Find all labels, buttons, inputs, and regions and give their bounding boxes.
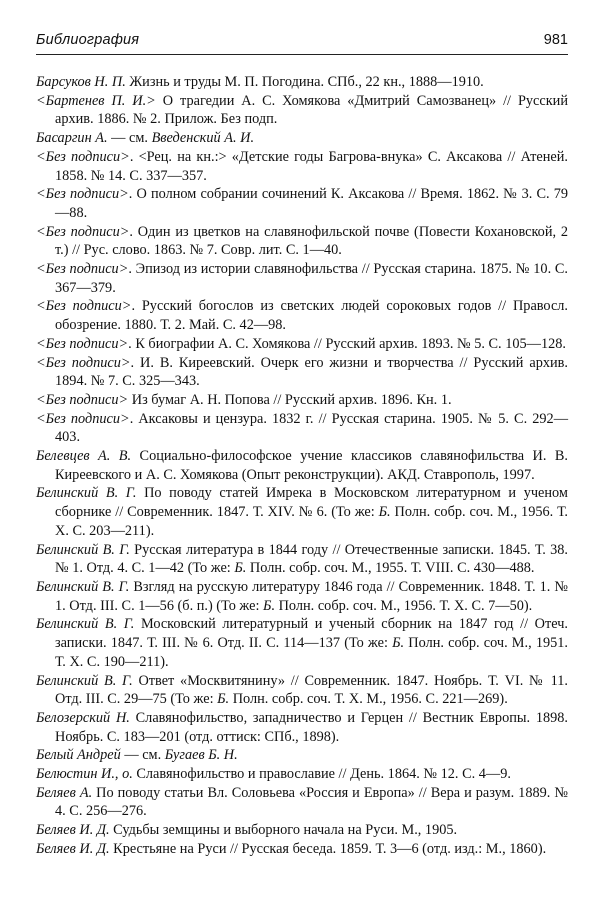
running-header xyxy=(36,30,568,54)
entry-author: <Без подписи> xyxy=(36,298,132,315)
bibliography-entry xyxy=(36,447,568,484)
entry-text: Взгляд на русскую литературу 1846 года // Современник. 1848. Т. 1. № 1. Отд. III. С. 1—56 (б. п.) (То же: xyxy=(55,578,568,614)
bibliography-entry xyxy=(36,578,568,615)
bibliography-entry xyxy=(36,297,568,334)
entry-author: Белый Андрей xyxy=(36,747,121,764)
entry-cross-reference: Б. xyxy=(263,597,276,614)
bibliography-entry xyxy=(36,746,568,765)
entry-author: Барсуков Н. П. xyxy=(36,74,126,90)
entry-cross-reference: Введенский А. И. xyxy=(151,130,255,147)
entry-author: <Без подписи> xyxy=(36,148,130,165)
entry-text-tail: Полн. собр. соч. М., 1956. Т. X. С. 7—50). xyxy=(275,597,533,614)
entry-text: — см. xyxy=(107,130,152,147)
entry-author: Беляев И. Д. xyxy=(36,822,110,839)
entry-author: Белюстин И., о. xyxy=(36,766,133,783)
entry-author: Белинский В. Г. xyxy=(36,672,133,689)
entry-cross-reference: Б. xyxy=(392,635,405,652)
entry-text: . К биографии А. С. Хомякова // Русский архив. 1893. № 5. С. 105—128. xyxy=(128,335,566,352)
bibliography-entry xyxy=(36,223,568,260)
entry-text: — см. xyxy=(120,747,165,764)
entry-text: О трагедии А. С. Хомякова «Дмитрий Самозванец» // Русский архив. 1886. № 2. Прилож. Без подп. xyxy=(55,92,568,128)
entry-text: Славянофильство и православие // День. 1864. № 12. С. 4—9. xyxy=(132,766,511,783)
bibliography-entry xyxy=(36,410,568,447)
entry-text-tail: Полн. собр. соч. Т. X. М., 1956. С. 221—269). xyxy=(229,691,508,708)
entry-author: <Без подписи> xyxy=(36,354,131,371)
entry-text-tail: Полн. собр. соч. М., 1956. Т. X. С. 203—211). xyxy=(55,504,569,539)
entry-text: Крестьяне на Руси // Русская беседа. 1859. Т. 3—6 (отд. изд.: М., 1860). xyxy=(109,840,547,857)
entry-author: Беляев И. Д. xyxy=(36,840,110,857)
entry-cross-reference: Бугаев Б. Н. xyxy=(164,747,238,764)
entry-text: По поводу статей Имрека в Московском литературном и ученом сборнике // Современник. 1847. Т. XIV. № 6. (То же: xyxy=(55,485,568,521)
entry-author: Белинский В. Г. xyxy=(36,578,130,595)
entry-author: Басаргин А. xyxy=(36,130,108,147)
entry-text-tail: Полн. собр. соч. М., 1955. Т. VIII. С. 430—488. xyxy=(246,560,535,577)
bibliography-entry xyxy=(36,129,568,148)
entry-text: . Эпизод из истории славянофильства // Русская старина. 1875. № 10. С. 367—379. xyxy=(55,261,569,296)
entry-text: По поводу статьи Вл. Соловьева «Россия и Европа» // Вера и разум. 1889. № 4. С. 256—276. xyxy=(55,784,568,820)
entry-text: . Один из цветков на славянофильской почве (Повести Кохановской, 2 т.) // Рус. слово. 1863. № 7. Совр. лит. С. 1—40. xyxy=(55,223,569,259)
entry-author: Беляев А. xyxy=(36,784,93,801)
entry-text: . О полном собрании сочинений К. Аксакова // Время. 1862. № 3. С. 79—88. xyxy=(55,186,569,221)
entry-author: Белинский В. Г. xyxy=(36,616,135,633)
bibliography-entry xyxy=(36,541,568,578)
bibliography-entry xyxy=(36,615,568,671)
entry-text: Жизнь и труды М. П. Погодина. СПб., 22 кн., 1888—1910. xyxy=(125,74,484,90)
entry-text: . Русский богослов из светских людей сороковых годов // Правосл. обозрение. 1880. Т. 2. Май. С. 42—98. xyxy=(55,298,568,334)
bibliography-entry xyxy=(36,840,568,859)
bibliography-list xyxy=(36,73,568,859)
entry-text: Ответ «Москвитянину» // Современник. 1847. Ноябрь. Т. VI. № 11. Отд. III. С. 29—75 (То же: xyxy=(55,672,568,708)
entry-author: Белинский В. Г. xyxy=(36,541,130,558)
bibliography-entry xyxy=(36,335,568,354)
entry-author: Белинский В. Г. xyxy=(36,485,137,502)
bibliography-entry xyxy=(36,709,568,746)
bibliography-entry xyxy=(36,185,568,222)
entry-author: <Без подписи> xyxy=(36,410,130,427)
bibliography-entry xyxy=(36,73,568,92)
entry-text: . Аксаковы и цензура. 1832 г. // Русская старина. 1905. № 5. С. 292—403. xyxy=(55,410,568,446)
entry-text: . И. В. Киреевский. Очерк его жизни и творчества // Русский архив. 1894. № 7. С. 325—343. xyxy=(55,354,568,390)
section-title: Библиография xyxy=(36,32,140,48)
bibliography-entry xyxy=(36,765,568,784)
bibliography-entry xyxy=(36,148,568,185)
bibliography-entry xyxy=(36,672,568,709)
bibliography-entry xyxy=(36,391,568,410)
header-divider xyxy=(36,54,568,55)
entry-text: Из бумаг А. Н. Попова // Русский архив. 1896. Кн. 1. xyxy=(128,391,452,408)
bibliography-entry xyxy=(36,484,568,540)
entry-text: Московский литературный и ученый сборник на 1847 год // Отеч. записки. 1847. Т. III. № 6. Отд. II. С. 114—137 (То же: xyxy=(55,616,568,652)
bibliography-entry xyxy=(36,260,568,297)
entry-cross-reference: Б. xyxy=(217,691,230,708)
entry-text: Социально-философское учение классиков славянофильства И. В. Киреевского и А. С. Хомякова (Опыт реконструкции). АКД. Ставрополь, 1997. xyxy=(55,448,568,483)
entry-author: <Бартенев П. И.> xyxy=(36,92,156,109)
entry-author: <Без подписи> xyxy=(36,261,129,278)
entry-author: <Без подписи> xyxy=(36,186,129,203)
bibliography-entry xyxy=(36,92,568,129)
bibliography-entry xyxy=(36,821,568,840)
entry-author: <Без подписи> xyxy=(36,335,129,352)
entry-author: Белозерский Н. xyxy=(36,709,130,726)
entry-cross-reference: Б. xyxy=(378,504,391,521)
entry-text: . <Рец. на кн.:> «Детские годы Багрова-внука» С. Аксакова // Атеней. 1858. № 14. С. 337—357. xyxy=(55,148,569,184)
entry-text: Славянофильство, западничество и Герцен // Вестник Европы. 1898. Ноябрь. С. 183—201 (отд. оттиск: СПб., 1898). xyxy=(55,709,568,745)
entry-text: Русская литература в 1844 году // Отечественные записки. 1845. Т. 38. № 1. Отд. 4. С. 1—42 (То же: xyxy=(55,541,568,577)
bibliography-entry xyxy=(36,354,568,391)
bibliography-entry xyxy=(36,784,568,821)
entry-text-tail: Полн. собр. соч. М., 1951. Т. X. С. 190—211). xyxy=(55,635,568,670)
entry-author: <Без подписи> xyxy=(36,391,129,408)
page-number: 981 xyxy=(543,32,568,48)
entry-text: Судьбы земщины и выборного начала на Руси. М., 1905. xyxy=(109,822,458,839)
entry-author: <Без подписи> xyxy=(36,223,130,240)
entry-author: Белевцев А. В. xyxy=(36,448,132,465)
entry-cross-reference: Б. xyxy=(234,560,247,577)
